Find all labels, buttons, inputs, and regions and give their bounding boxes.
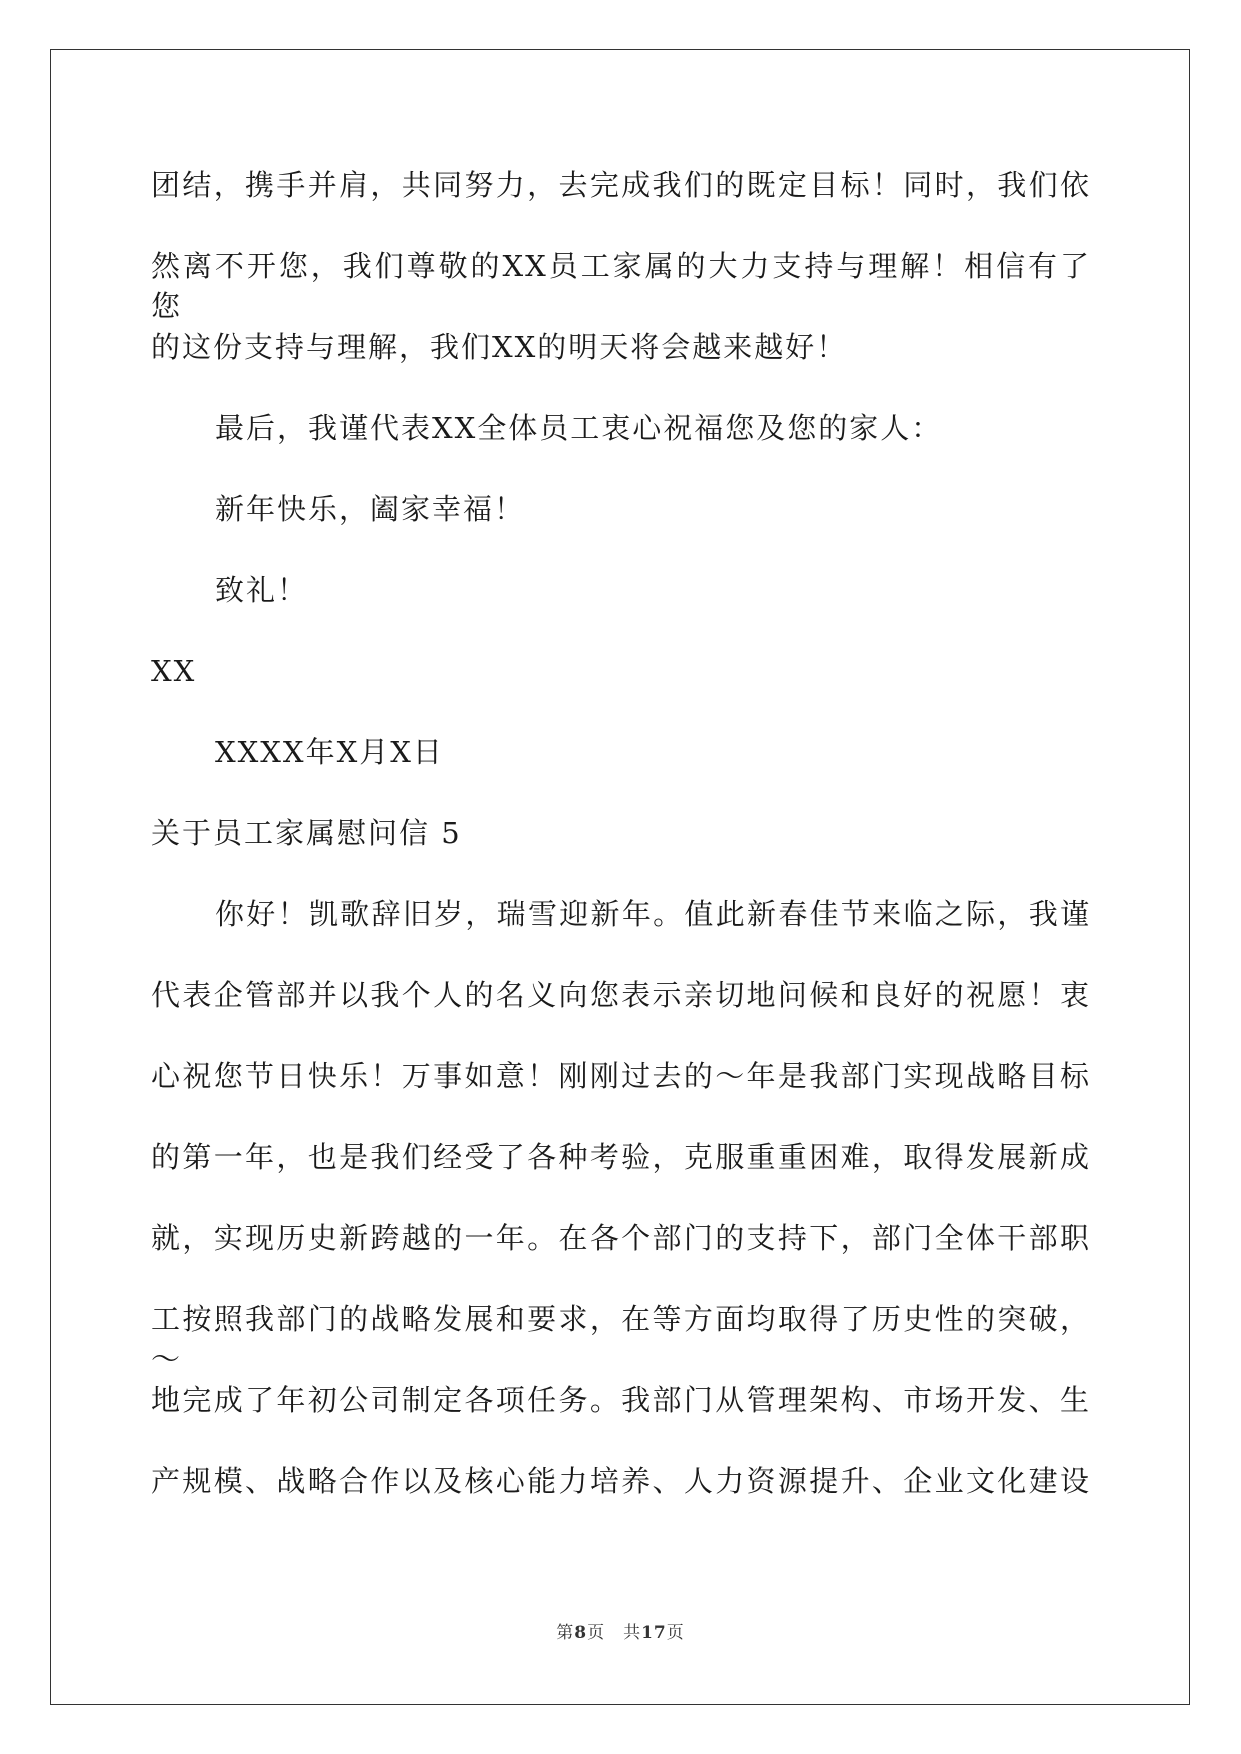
paragraph-line: 代表企管部并以我个人的名义向您表示亲切地问候和良好的祝愿！衷 [151, 978, 1091, 1012]
total-page-number: 17 [641, 1623, 667, 1643]
paragraph-line: 地完成了年初公司制定各项任务。我部门从管理架构、市场开发、生 [151, 1383, 1091, 1417]
paragraph-line: 工按照我部门的战略发展和要求，在等方面均取得了历史性的突破，～ [151, 1302, 1091, 1376]
page-number-footer [0, 1618, 1241, 1643]
signature-line: XX [151, 654, 197, 688]
paragraph-line: 团结，携手并肩，共同努力，去完成我们的既定目标！同时，我们依 [151, 168, 1091, 202]
paragraph-line: 然离不开您，我们尊敬的XX员工家属的大力支持与理解！相信有了您 [151, 249, 1091, 323]
paragraph-line: 的这份支持与理解，我们XX的明天将会越来越好！ [151, 330, 848, 364]
footer-prefix: 第 [556, 1623, 575, 1643]
letter-body [151, 165, 1091, 1542]
current-page-number: 8 [574, 1623, 588, 1643]
paragraph-line: 产规模、战略合作以及核心能力培养、人力资源提升、企业文化建设 [151, 1464, 1091, 1498]
paragraph-line: 的第一年，也是我们经受了各种考验，克服重重困难，取得发展新成 [151, 1140, 1091, 1174]
footer-suffix: 页 [666, 1623, 685, 1643]
paragraph-line: 心祝您节日快乐！万事如意！刚刚过去的～年是我部门实现战略目标 [151, 1059, 1091, 1093]
date-line: XXXX年X月X日 [215, 735, 444, 769]
footer-middle: 页 共 [587, 1623, 642, 1643]
greeting-line: 新年快乐，阖家幸福！ [215, 492, 526, 526]
closing-line: 最后，我谨代表XX全体员工衷心祝福您及您的家人： [215, 411, 943, 445]
salutation-line: 致礼！ [215, 573, 309, 607]
paragraph-line: 就，实现历史新跨越的一年。在各个部门的支持下，部门全体干部职 [151, 1221, 1091, 1255]
section-title: 关于员工家属慰问信 5 [151, 816, 462, 850]
paragraph-line: 你好！凯歌辞旧岁，瑞雪迎新年。值此新春佳节来临之际，我谨 [215, 897, 1091, 931]
